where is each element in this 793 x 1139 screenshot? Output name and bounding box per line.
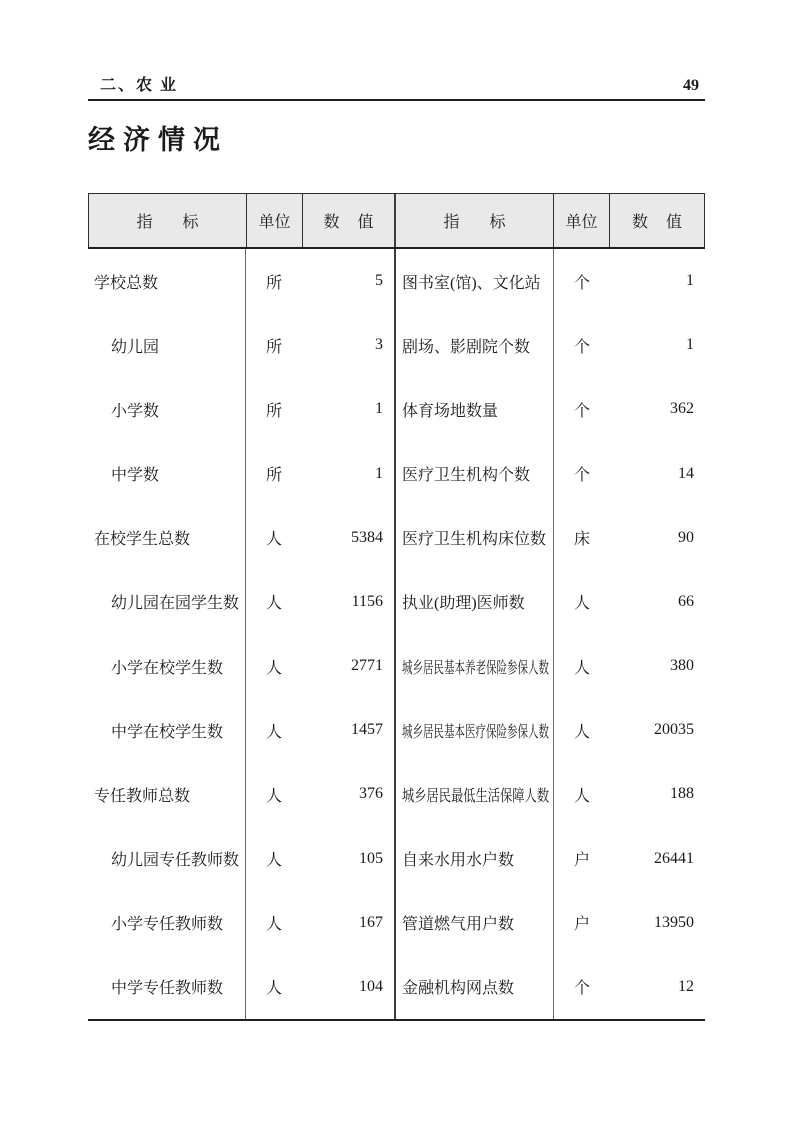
right-table-body — [396, 249, 705, 1019]
indicator-label: 在校学生总数 — [94, 531, 191, 549]
indicator-cell — [88, 634, 246, 698]
unit-cell: 所 — [265, 338, 282, 356]
value-cell: 1 — [375, 400, 383, 418]
unit-cell: 人 — [573, 659, 590, 677]
indicator-label: 图书室(馆)、文化站 — [402, 274, 541, 292]
table-row — [396, 313, 705, 377]
indicator-cell — [88, 762, 246, 826]
indicator-cell — [88, 249, 246, 313]
indicator-cell — [396, 570, 554, 634]
table-row — [396, 827, 705, 891]
indicator-cell — [88, 827, 246, 891]
column-header-value: 数 值 — [631, 214, 682, 231]
running-header — [88, 72, 705, 95]
table-row — [396, 762, 705, 826]
table-row — [396, 506, 705, 570]
value-cell: 1 — [375, 464, 383, 482]
page-number: 49 — [683, 77, 699, 94]
indicator-label: 幼儿园专任教师数 — [111, 852, 240, 870]
value-cell: 14 — [678, 464, 694, 482]
table-row — [396, 377, 705, 441]
value-cell: 188 — [670, 785, 694, 803]
value-cell: 2771 — [351, 657, 383, 675]
value-cell: 1 — [686, 336, 694, 354]
indicator-label: 城乡居民基本医疗保险参保人数 — [402, 723, 549, 741]
indicator-label: 自来水用水户数 — [402, 852, 515, 870]
header-rule — [88, 99, 705, 101]
unit-cell: 人 — [265, 659, 282, 677]
value-cell: 13950 — [654, 913, 694, 931]
value-cell: 105 — [359, 849, 383, 867]
value-cell: 380 — [670, 657, 694, 675]
economy-table — [88, 193, 705, 1021]
indicator-label: 小学数 — [111, 402, 160, 420]
value-cell: 362 — [670, 400, 694, 418]
unit-cell: 所 — [265, 467, 282, 485]
table-row — [396, 570, 705, 634]
unit-cell: 所 — [265, 402, 282, 420]
indicator-label: 体育场地数量 — [402, 402, 499, 420]
indicator-label: 剧场、影剧院个数 — [402, 338, 531, 356]
indicator-cell — [396, 377, 554, 441]
indicator-cell — [396, 313, 554, 377]
indicator-cell — [88, 698, 246, 762]
table-row — [88, 570, 394, 634]
indicator-label: 医疗卫生机构个数 — [402, 467, 531, 485]
indicator-label: 金融机构网点数 — [402, 980, 515, 998]
indicator-cell — [396, 634, 554, 698]
column-header-unit: 单位 — [247, 194, 303, 247]
value-cell: 167 — [359, 913, 383, 931]
indicator-label: 城乡居民最低生活保障人数 — [402, 787, 550, 805]
indicator-label: 专任教师总数 — [94, 787, 191, 805]
unit-cell: 人 — [265, 852, 282, 870]
indicator-cell — [396, 698, 554, 762]
indicator-label: 小学专任教师数 — [111, 916, 224, 934]
unit-cell: 人 — [265, 595, 282, 613]
indicator-label: 学校总数 — [94, 274, 159, 292]
table-row — [88, 827, 394, 891]
table-row — [88, 762, 394, 826]
value-cell: 12 — [678, 977, 694, 995]
unit-cell: 人 — [573, 595, 590, 613]
table-row — [88, 698, 394, 762]
table-body — [88, 249, 705, 1021]
unit-cell: 个 — [573, 467, 590, 485]
column-header-unit: 单位 — [554, 194, 610, 247]
table-row — [396, 442, 705, 506]
indicator-cell — [88, 313, 246, 377]
value-cell: 90 — [678, 528, 694, 546]
right-header-half — [396, 194, 705, 247]
value-cell: 66 — [678, 592, 694, 610]
value-cell: 376 — [359, 785, 383, 803]
indicator-cell — [88, 442, 246, 506]
value-cell: 5 — [375, 272, 383, 290]
column-header-value: 数 值 — [323, 214, 374, 231]
unit-cell: 户 — [573, 916, 590, 934]
unit-cell: 人 — [265, 787, 282, 805]
indicator-cell — [88, 955, 246, 1019]
table-row — [396, 698, 705, 762]
table-row — [88, 955, 394, 1019]
unit-cell: 人 — [265, 531, 282, 549]
value-cell: 20035 — [654, 721, 694, 739]
unit-cell: 人 — [573, 787, 590, 805]
table-row — [88, 891, 394, 955]
table-row — [396, 955, 705, 1019]
table-row — [88, 442, 394, 506]
value-cell: 1 — [686, 272, 694, 290]
value-cell: 26441 — [654, 849, 694, 867]
table-row — [396, 634, 705, 698]
unit-cell: 个 — [573, 402, 590, 420]
indicator-cell — [88, 377, 246, 441]
left-table-body — [88, 249, 396, 1019]
unit-cell: 户 — [573, 852, 590, 870]
indicator-label: 中学在校学生数 — [111, 723, 224, 741]
indicator-cell — [88, 570, 246, 634]
unit-cell: 人 — [265, 723, 282, 741]
indicator-label: 小学在校学生数 — [111, 659, 224, 677]
table-row — [88, 249, 394, 313]
indicator-label: 幼儿园在园学生数 — [111, 595, 240, 613]
indicator-cell — [396, 249, 554, 313]
left-header-half — [88, 194, 396, 247]
indicator-cell — [396, 827, 554, 891]
unit-cell: 个 — [573, 274, 590, 292]
indicator-cell — [88, 506, 246, 570]
unit-cell: 个 — [573, 338, 590, 356]
indicator-label: 幼儿园 — [111, 338, 160, 356]
table-row — [396, 891, 705, 955]
indicator-label: 管道燃气用户数 — [402, 916, 515, 934]
table-row — [88, 506, 394, 570]
value-cell: 1156 — [351, 592, 383, 610]
table-row — [88, 377, 394, 441]
unit-cell: 所 — [265, 274, 282, 292]
value-cell: 5384 — [351, 528, 383, 546]
value-cell: 104 — [359, 977, 383, 995]
unit-cell: 人 — [265, 980, 282, 998]
indicator-cell — [396, 955, 554, 1019]
indicator-cell — [396, 506, 554, 570]
indicator-label: 中学数 — [111, 467, 160, 485]
indicator-cell — [88, 891, 246, 955]
page-title: 经济情况 — [88, 125, 228, 155]
column-header-indicator: 指 标 — [396, 194, 554, 247]
indicator-cell — [396, 442, 554, 506]
unit-cell: 床 — [573, 531, 590, 549]
table-row — [88, 313, 394, 377]
unit-cell: 个 — [573, 980, 590, 998]
indicator-label: 医疗卫生机构床位数 — [402, 531, 547, 549]
value-cell: 1457 — [351, 721, 383, 739]
table-row — [88, 634, 394, 698]
indicator-cell — [396, 762, 554, 826]
table-row — [396, 249, 705, 313]
column-header-indicator: 指 标 — [89, 194, 247, 247]
indicator-label: 执业(助理)医师数 — [402, 595, 525, 613]
indicator-cell — [396, 891, 554, 955]
unit-cell: 人 — [573, 723, 590, 741]
indicator-label: 城乡居民基本养老保险参保人数 — [402, 659, 549, 677]
unit-cell: 人 — [265, 916, 282, 934]
section-header: 二、农 业 — [100, 77, 179, 94]
value-cell: 3 — [375, 336, 383, 354]
table-header-row — [88, 193, 705, 249]
indicator-label: 中学专任教师数 — [111, 980, 224, 998]
